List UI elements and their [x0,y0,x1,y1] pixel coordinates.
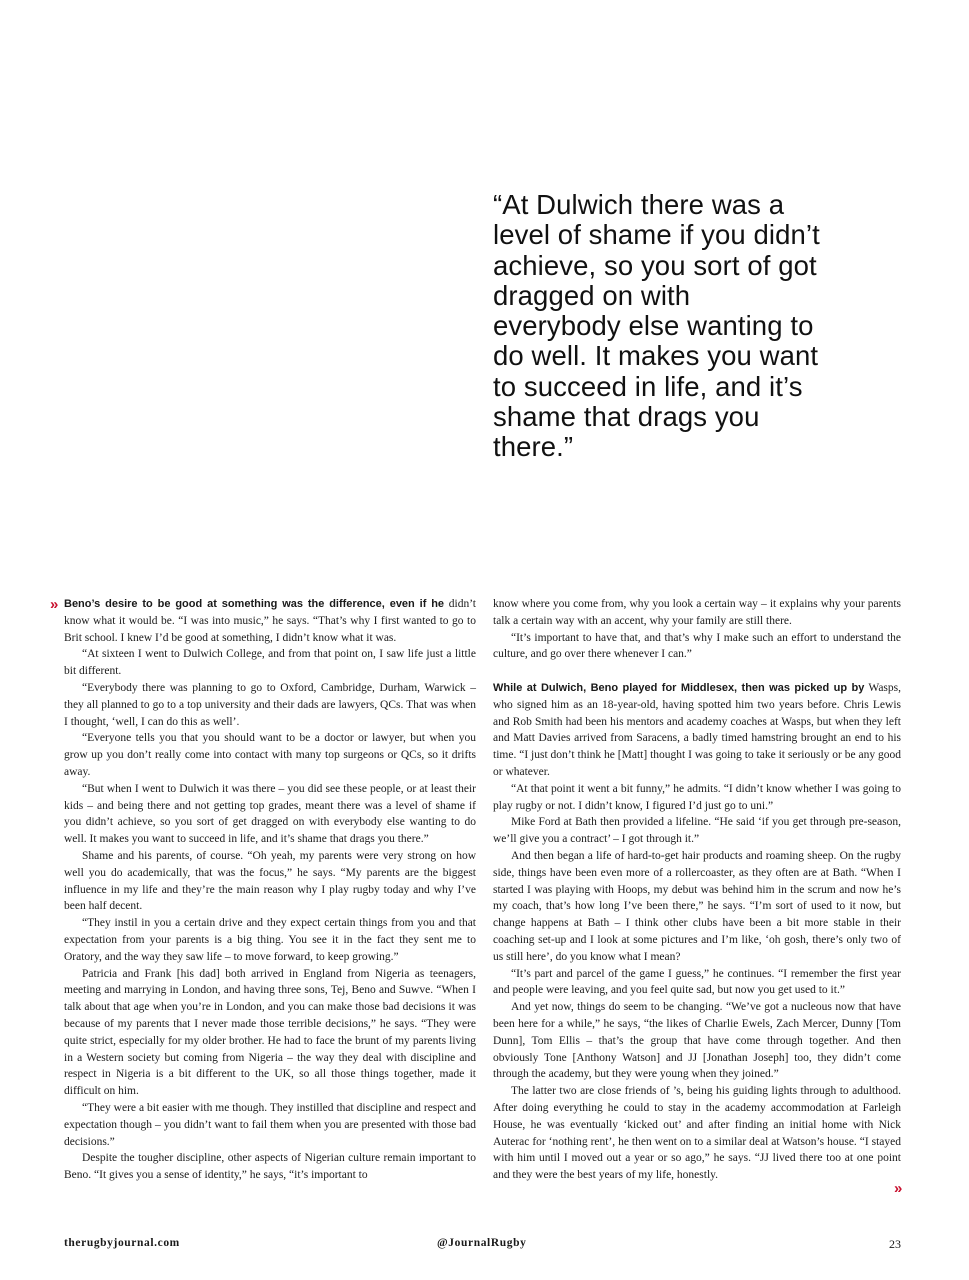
body-paragraph: “They were a bit easier with me though. They instilled that discipline and respect and expectation though – you didn’t want to fail them when you are presented with those bad decisions.” [64,1101,476,1148]
body-paragraph: Patricia and Frank [his dad] both arrived in England from Nigeria as teenagers, meeting and marrying in London, and having three sons, Tej, Beno and Suwve. “When I talk about that age when you’re in London, and you can make those bad decisions it was because of my parents that I never made those terrible decisions,” he says. “They were quite strict, especially for my older brother. He had to face the brunt of my parents living in a Western society but coming from Nigeria – the way they deal with discipline and respect in Nigeria is a bit different to the UK, so all those things together, made it difficult on him. [64,967,476,1098]
body-paragraph: “Everybody there was planning to go to Oxford, Cambridge, Durham, Warwick – they all planned to go to a top university and their dads are lawyers, QCs. That was when I thought, ‘well, I can do this as well’. [64,681,476,728]
body-paragraph: “It’s important to have that, and that’s why I make such an effort to understand the culture, and go over there whenever I can.” [493,631,901,661]
body-paragraph: “Everyone tells you that you should want to be a doctor or lawyer, but when you grow up you don’t really come into contact with many top surgeons or QCs, so it drifts away. [64,732,476,778]
body-paragraph: “It’s part and parcel of the game I guess,” he continues. “I remember the first year and people were leaving, and you feel quite sad, but now you get used to it.” [493,967,901,997]
body-paragraph: Shame and his parents, of course. “Oh yeah, my parents were very strong on how well you do academically, that was the focus,” he says. “My parents are the biggest influence in my life and they’re the main reason why I play rugby today and why I’ve been half decent. [64,849,476,913]
body-paragraph: Despite the tougher discipline, other aspects of Nigerian culture remain important to Beno. “It gives you a sense of identity,” he says, “it’s important to [64,1152,476,1182]
lead-in: Beno’s desire to be good at something was the difference, even if he [64,598,445,610]
lead-paragraph-text: Wasps, who signed him as an 18-year-old, having spotted him two years before. Chris Lewis and Rob Smith had been his mentors and academy coaches at Wasps, but when they left and Matt Davies arrived from Saracens, a badly timed hamstring brought an end to his time. “I just don’t think he [Matt] thought I was going to take it seriously or be any good or whatever. [493,681,902,778]
body-paragraph: “They instil in you a certain drive and they expect certain things from you and that expectation from your parents is a big thing. You see it in the fact they sent me to Oratory, and the way they saw life – to move forward, to keep growing.” [64,917,476,963]
body-paragraph: The latter two are close friends of ’s, being his guiding lights through to adulthood. After doing everything he could to stay in the academy accommodation at Farleigh House, he was eventually ‘kicked out’ and after finding an initial home with Nick Auterac for ‘nothing rent’, he then went on to a similar deal at Watson’s house. “I stayed with him until I moved out a year or so ago,” he says. “JJ lived there too at one point and they were the best years of my life, honestly. [493,1085,901,1182]
body-paragraph: Mike Ford at Bath then provided a lifeline. “He said ‘if you get through pre-season, we’ll give you a contract’ – I got through it.” [493,816,901,846]
footer-website: therugbyjournal.com [64,1237,180,1249]
footer-social-handle: @JournalRugby [437,1237,527,1249]
body-paragraph: And yet now, things do seem to be changing. “We’ve got a nucleous now that have been here for a while,” he says, “the likes of Charlie Ewels, Zach Mercer, Dunny [Tom Dunn], Tom Ellis – that’s the group that have come through together. And then obviously Tone [Anthony Watson] and JJ [Jonathan Joseph] too, they didn’t come through the academy, but they were young when they joined.” [493,1001,901,1081]
continue-marker: » [894,1180,903,1197]
lead-paragraph [64,596,476,646]
body-paragraph: know where you come from, why you look a certain way – it explains why your parents talk a certain way with an accent, why your family are still there. [493,598,901,627]
section-start-marker: » [50,596,59,613]
lead-in: While at Dulwich, Beno played for Middlesex, then was picked up by [493,681,865,694]
lead-paragraph-text: didn’t know what it would be. “I was into music,” he says. “That’s why I first wanted to go to Brit school. I knew I’d be good at something, I didn’t know what it was. [64,598,477,644]
pull-quote: “At Dulwich there was a level of shame if you didn’t achieve, so you sort of got dragged on with everybody else wanting to do well. It makes you want to succeed in life, and it’s shame that drags you there.” [493,189,820,463]
page-number: 23 [889,1237,901,1251]
body-paragraph: “At sixteen I went to Dulwich College, and from that point on, I saw life just a little bit different. [64,648,476,678]
body-paragraph: And then began a life of hard-to-get hair products and roaming sheep. On the rugby side, things have been even more of a rollercoaster, as they often are at Bath. “When I started I was playing with Hoops, my debut was behind him in the scrum and now he’s my coach, that’s how long I’ve been there,” he says. “I’m sort of used to it now, but change happens at Bath – I think other clubs have been a bit more stable in their coaching set-up and I look at some pictures and I’m like, ‘oh gosh, there’s only two of us still here’, do you know what I mean? [493,849,901,963]
article-column-right [493,596,901,1184]
body-paragraph: “At that point it went a bit funny,” he admits. “I didn’t know whether I was going to play rugby or not. I didn’t know, I figured I’d just go to uni.” [493,782,901,812]
lead-paragraph [493,680,901,781]
article-column-left [64,596,476,1184]
body-paragraph: “But when I went to Dulwich it was there – you did see these people, or at least their kids – and being there and not getting top grades, meant there was a level of shame if you didn’t achieve, so you sort of get dragged on with everybody else wanting to do well. It makes you want to succeed in life, and it’s shame that drags you there.” [64,782,476,846]
